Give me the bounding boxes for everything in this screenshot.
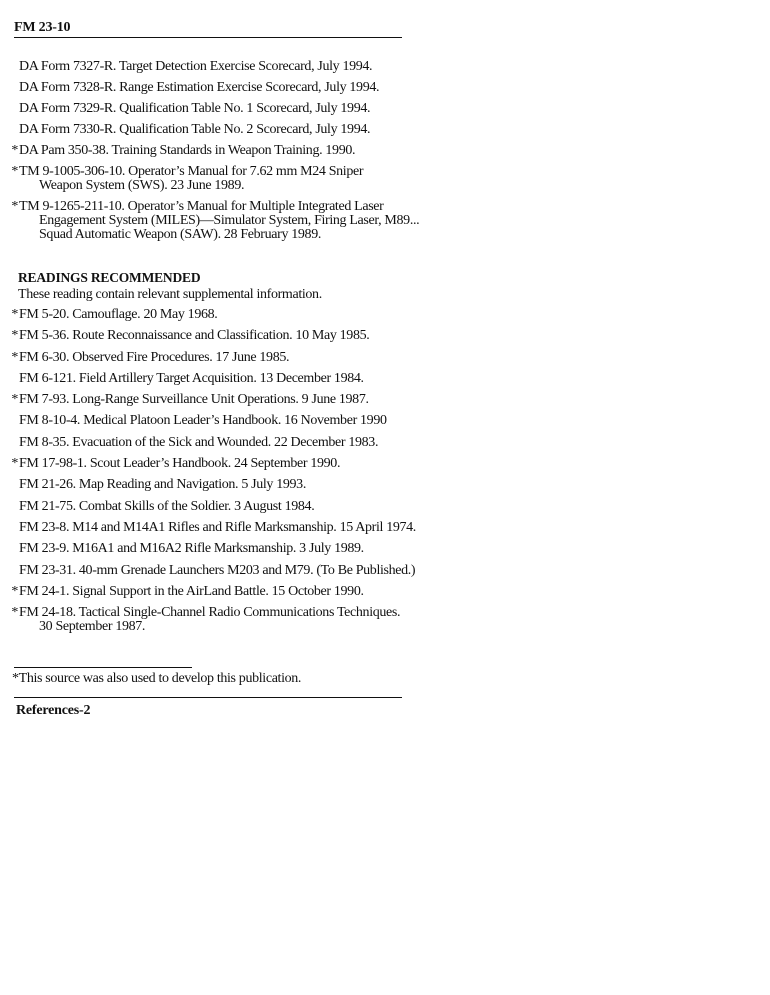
entry-text: FM 23-31. 40-mm Grenade Launchers M203 and M79. (To Be Published.)	[19, 562, 416, 578]
reading-entry	[10, 329, 420, 343]
entry-text: DA Form 7328-R. Range Estimation Exercise Scorecard, July 1994.	[19, 80, 380, 95]
entry-text: FM 23-8. M14 and M14A1 Rifles and Rifle Marksmanship. 15 April 1974.	[19, 519, 416, 535]
reading-entry	[10, 521, 420, 535]
asterisk-marker: *	[11, 307, 18, 322]
section-intro: These reading contain relevant supplemental information.	[18, 287, 322, 302]
reading-entry	[10, 457, 420, 471]
reference-entry	[10, 60, 420, 74]
reading-entry	[10, 500, 420, 514]
reading-entry	[10, 351, 420, 365]
reference-entry	[10, 144, 420, 158]
entry-text: TM 9-1005-306-10. Operator’s Manual for 7.62 mm M24 Sniper	[19, 164, 364, 179]
reading-entry	[10, 564, 420, 578]
entry-text: FM 6-30. Observed Fire Procedures. 17 June 1985.	[19, 349, 290, 365]
reference-entry	[10, 81, 420, 95]
reading-entry	[10, 606, 420, 634]
section-heading: READINGS RECOMMENDED	[18, 270, 201, 285]
reading-entry	[10, 414, 420, 428]
footnote-rule	[14, 667, 192, 668]
reference-entry	[10, 165, 420, 193]
reading-entry	[10, 308, 420, 322]
entry-text: FM 7-93. Long-Range Surveillance Unit Operations. 9 June 1987.	[19, 392, 369, 408]
entry-text: DA Form 7330-R. Qualification Table No. 2 Scorecard, July 1994.	[19, 122, 371, 137]
references-list	[10, 60, 420, 249]
entry-text: FM 24-18. Tactical Single-Channel Radio Communications Techniques.	[19, 605, 401, 621]
asterisk-marker: *	[11, 605, 18, 621]
entry-continuation: Weapon System (SWS). 23 June 1989.	[39, 178, 245, 193]
entry-text: DA Form 7329-R. Qualification Table No. 1 Scorecard, July 1994.	[19, 101, 371, 116]
footnote: *This source was also used to develop this publication.	[12, 671, 302, 686]
entry-continuation: 30 September 1987.	[39, 619, 146, 635]
reading-entry	[10, 542, 420, 556]
footer-rule	[14, 697, 402, 698]
entry-text: DA Pam 350-38. Training Standards in Weapon Training. 1990.	[19, 143, 356, 158]
asterisk-marker: *	[11, 328, 18, 344]
entry-text: FM 5-20. Camouflage. 20 May 1968.	[19, 307, 218, 322]
entry-text: FM 21-26. Map Reading and Navigation. 5 July 1993.	[19, 477, 306, 493]
header-rule	[14, 37, 402, 38]
reading-entry	[10, 436, 420, 450]
page-header-title: FM 23-10	[14, 20, 71, 35]
asterisk-marker: *	[11, 164, 18, 179]
asterisk-marker: *	[11, 392, 18, 408]
reference-entry	[10, 123, 420, 137]
reading-entry	[10, 585, 420, 599]
entry-text: FM 17-98-1. Scout Leader’s Handbook. 24 September 1990.	[19, 456, 341, 472]
reference-entry	[10, 102, 420, 116]
recommended-readings-list	[10, 308, 420, 641]
entry-text: TM 9-1265-211-10. Operator’s Manual for Multiple Integrated Laser	[19, 199, 384, 214]
entry-text: FM 24-1. Signal Support in the AirLand Battle. 15 October 1990.	[19, 583, 364, 599]
asterisk-marker: *	[11, 199, 18, 214]
entry-text: DA Form 7327-R. Target Detection Exercise Scorecard, July 1994.	[19, 59, 373, 74]
entry-text: FM 21-75. Combat Skills of the Soldier. 3 August 1984.	[19, 498, 315, 514]
asterisk-marker: *	[11, 143, 18, 158]
entry-text: FM 8-10-4. Medical Platoon Leader’s Handbook. 16 November 1990	[19, 413, 387, 429]
reading-entry	[10, 393, 420, 407]
entry-text: FM 23-9. M16A1 and M16A2 Rifle Marksmanship. 3 July 1989.	[19, 541, 364, 557]
entry-text: FM 5-36. Route Reconnaissance and Classification. 10 May 1985.	[19, 328, 370, 344]
asterisk-marker: *	[11, 456, 18, 472]
reading-entry	[10, 478, 420, 492]
page-footer-label: References-2	[16, 703, 91, 718]
entry-text: FM 8-35. Evacuation of the Sick and Wounded. 22 December 1983.	[19, 434, 379, 450]
entry-continuation: Engagement System (MILES)—Simulator System, Firing Laser, M89...	[39, 213, 420, 228]
entry-continuation: Squad Automatic Weapon (SAW). 28 February 1989.	[39, 227, 321, 242]
reading-entry	[10, 372, 420, 386]
asterisk-marker: *	[11, 583, 18, 599]
asterisk-marker: *	[11, 349, 18, 365]
reference-entry	[10, 200, 420, 242]
entry-text: FM 6-121. Field Artillery Target Acquisition. 13 December 1984.	[19, 370, 364, 386]
